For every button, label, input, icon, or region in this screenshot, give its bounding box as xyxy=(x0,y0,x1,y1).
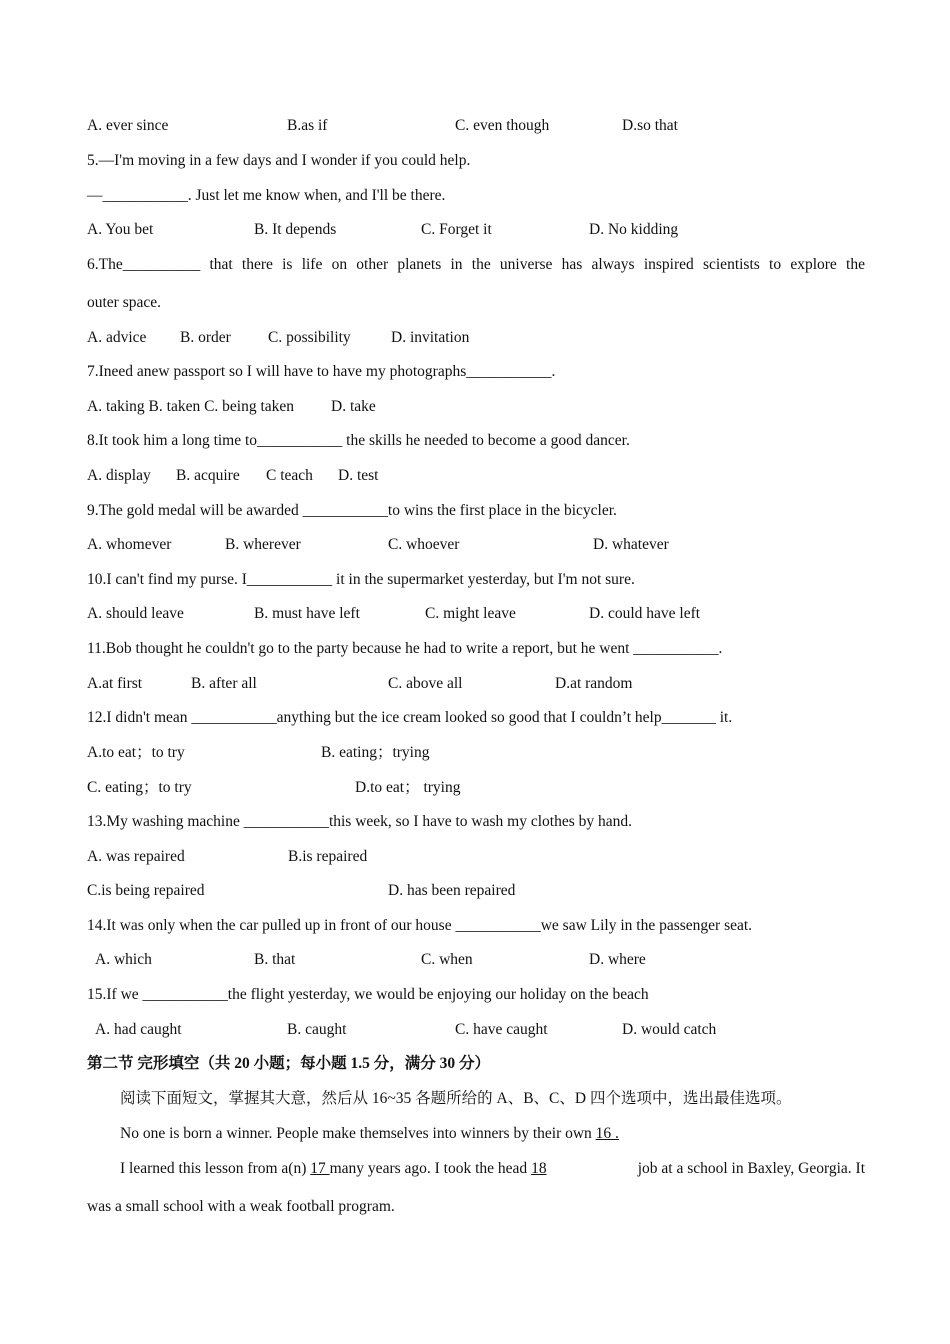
option-b: B.is repaired xyxy=(288,848,368,865)
option-c: C. Forget it xyxy=(421,221,492,238)
q6-stem-cont: outer space. xyxy=(87,294,162,311)
option-a: A. which xyxy=(95,951,152,968)
q9-stem: 9.The gold medal will be awarded ___________to wins the first place in the bicycler. xyxy=(87,502,617,519)
option-d: D.to eat； trying xyxy=(355,779,461,796)
option-a: A. ever since xyxy=(87,117,169,134)
q7-stem: 7.Ineed anew passport so I will have to have my photographs___________. xyxy=(87,363,556,380)
option-c: C.is being repaired xyxy=(87,882,205,899)
options-abc: A. taking B. taken C. being taken xyxy=(87,398,295,415)
option-d: D.so that xyxy=(622,117,678,134)
passage-text-a: I learned this lesson from a(n) 17 many years ago. I took the head 18 xyxy=(120,1160,547,1177)
option-b: B. eating；trying xyxy=(321,744,430,761)
option-d: D. where xyxy=(589,951,646,968)
blank-18: 18 xyxy=(531,1160,547,1177)
option-d: D. whatever xyxy=(593,536,669,553)
q6-word: there xyxy=(241,256,273,273)
option-a: A. You bet xyxy=(87,221,154,238)
option-d: D. invitation xyxy=(391,329,470,346)
option-a: A. display xyxy=(87,467,151,484)
option-d: D. has been repaired xyxy=(388,882,516,899)
q6-word: universe xyxy=(499,256,553,273)
option-a: A. advice xyxy=(87,329,147,346)
option-b: B.as if xyxy=(287,117,328,134)
option-c: C teach xyxy=(266,467,313,484)
q6-word: always xyxy=(591,256,635,273)
q6-word: the xyxy=(846,256,865,273)
q6-word: planets xyxy=(397,256,442,273)
q14-stem: 14.It was only when the car pulled up in front of our house ___________we saw Lily in the passenger seat. xyxy=(87,917,753,934)
q6-word: the xyxy=(471,256,491,273)
q5-reply: —___________. Just let me know when, and I'll be there. xyxy=(87,187,446,204)
option-b: B. It depends xyxy=(254,221,337,238)
option-a: A.to eat；to try xyxy=(87,744,185,761)
blank-17: 17 xyxy=(310,1160,330,1177)
option-b: B. that xyxy=(254,951,296,968)
q6-word: scientists xyxy=(702,256,760,273)
q6-word: has xyxy=(561,256,583,273)
passage-paragraph-1 xyxy=(120,1124,619,1144)
option-a: A. should leave xyxy=(87,605,184,622)
passage-text: No one is born a winner. People make themselves into winners by their own xyxy=(120,1125,596,1142)
q6-word: is xyxy=(282,256,293,273)
option-a: A. had caught xyxy=(95,1021,182,1038)
option-c: C. eating；to try xyxy=(87,779,192,796)
blank-16: 16 . xyxy=(595,1125,619,1142)
option-a: A.at first xyxy=(87,675,143,692)
q6-word: explore xyxy=(790,256,837,273)
option-c: C. might leave xyxy=(425,605,516,622)
option-d: D. No kidding xyxy=(589,221,679,238)
q6-word: to xyxy=(769,256,782,273)
q6-stem xyxy=(87,255,865,275)
option-b: B. wherever xyxy=(225,536,301,553)
q8-stem: 8.It took him a long time to___________ the skills he needed to become a good dancer. xyxy=(87,432,630,449)
q6-word: other xyxy=(356,256,389,273)
q6-word: inspired xyxy=(643,256,694,273)
passage-text-c: job at a school in Baxley, Georgia. It xyxy=(637,1160,865,1177)
q11-stem: 11.Bob thought he couldn't go to the party because he had to write a report, but he went ___________. xyxy=(87,640,723,657)
option-c: C. whoever xyxy=(388,536,460,553)
option-d: D. could have left xyxy=(589,605,701,622)
option-c: C. above all xyxy=(388,675,463,692)
passage-paragraph-2-cont: was a small school with a weak football program. xyxy=(87,1198,395,1215)
option-b: B. caught xyxy=(287,1021,347,1038)
passage-paragraph-2 xyxy=(87,1159,865,1179)
q6-word: on xyxy=(331,256,348,273)
q6-word: in xyxy=(450,256,463,273)
option-c: C. have caught xyxy=(455,1021,548,1038)
option-d: D.at random xyxy=(555,675,633,692)
q6-word: life xyxy=(301,256,323,273)
q10-stem: 10.I can't find my purse. I___________ it in the supermarket yesterday, but I'm not sure. xyxy=(87,571,635,588)
option-a: A. was repaired xyxy=(87,848,185,865)
option-d: D. would catch xyxy=(622,1021,717,1038)
option-d: D. test xyxy=(338,467,379,484)
option-d: D. take xyxy=(331,398,376,415)
q12-stem: 12.I didn't mean ___________anything but the ice cream looked so good that I couldn’t help_______ it. xyxy=(87,709,733,726)
option-c: C. possibility xyxy=(268,329,351,346)
option-c: C. even though xyxy=(455,117,550,134)
option-b: B. must have left xyxy=(254,605,360,622)
q6-word: that xyxy=(209,256,233,273)
section-heading: 第二节 完形填空（共 20 小题；每小题 1.5 分，满分 30 分） xyxy=(87,1055,491,1072)
option-b: B. order xyxy=(180,329,231,346)
option-b: B. acquire xyxy=(176,467,240,484)
q13-stem: 13.My washing machine ___________this week, so I have to wash my clothes by hand. xyxy=(87,813,632,830)
section-instruction: 阅读下面短文，掌握其大意，然后从 16~35 各题所给的 A、B、C、D 四个选项中，选出最佳选项。 xyxy=(120,1090,792,1107)
option-c: C. when xyxy=(421,951,473,968)
q6-word: 6.The__________ xyxy=(87,256,201,273)
option-a: A. whomever xyxy=(87,536,172,553)
q15-stem: 15.If we ___________the flight yesterday, we would be enjoying our holiday on the beach xyxy=(87,986,649,1003)
q5-stem: 5.—I'm moving in a few days and I wonder if you could help. xyxy=(87,152,471,169)
option-b: B. after all xyxy=(191,675,257,692)
